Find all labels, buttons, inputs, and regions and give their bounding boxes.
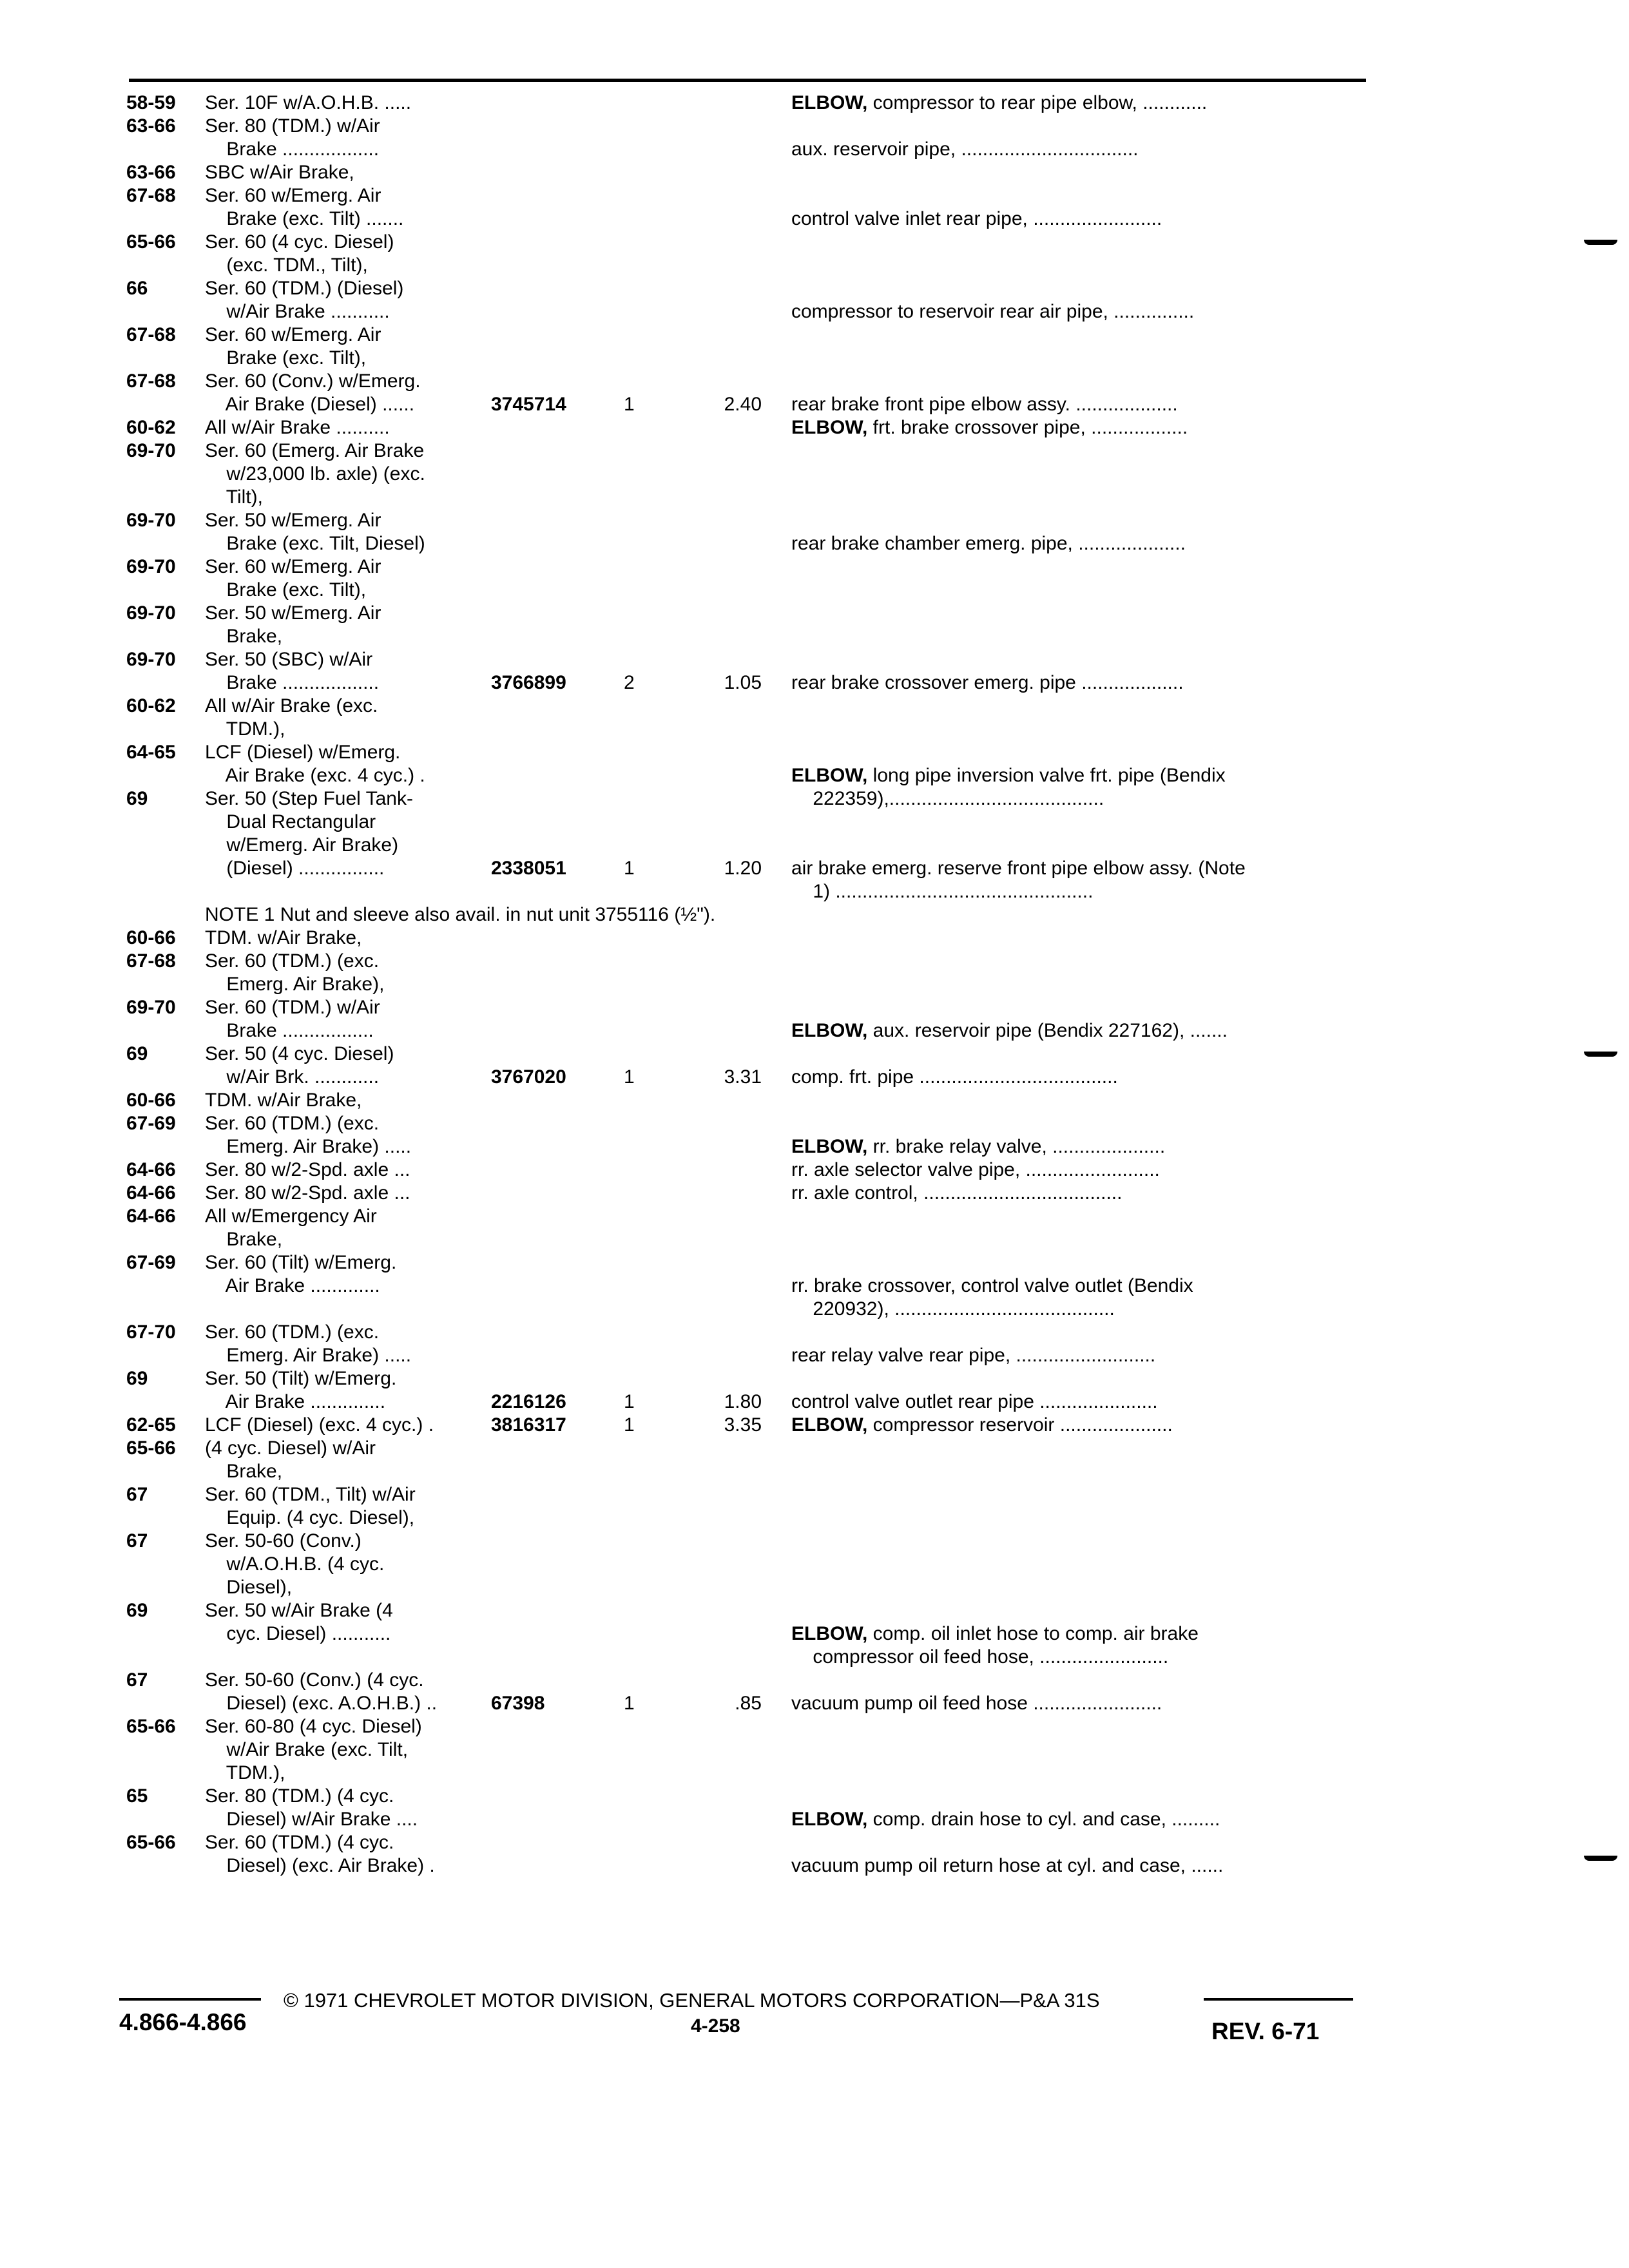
application-text: Dual Rectangular: [205, 811, 376, 832]
quantity: 1: [624, 1391, 635, 1412]
part-description: [791, 1854, 1223, 1878]
description-text: vacuum pump oil feed hose ........................: [791, 1693, 1162, 1714]
application-text: Diesel) (exc. A.O.H.B.) ..: [205, 1693, 438, 1714]
price: 2.40: [724, 394, 762, 415]
application-text: (Diesel) ................: [205, 858, 385, 879]
application-text: Diesel) w/Air Brake ....: [205, 1809, 418, 1830]
description-text: rr. brake crossover, control valve outlet (Bendix: [791, 1275, 1193, 1296]
application-text: Brake (exc. Tilt),: [205, 579, 367, 601]
description-text: rr. axle selector valve pipe, .........................: [791, 1159, 1160, 1180]
application-text: Ser. 60 (TDM.) w/Air: [205, 997, 380, 1018]
application-text: Brake (exc. Tilt) .......: [205, 208, 404, 229]
model-years: 69: [126, 1043, 148, 1064]
price: 1.20: [724, 858, 762, 879]
model-years: 65-66: [126, 1716, 176, 1737]
model-years: 60-62: [126, 695, 176, 716]
application-text: Ser. 60 (Conv.) w/Emerg.: [205, 370, 421, 392]
application-text: TDM.),: [205, 718, 285, 740]
model-years: 67-68: [126, 185, 176, 206]
application-text: Ser. 80 (TDM.) w/Air: [205, 115, 380, 137]
model-years: 64-65: [126, 742, 176, 763]
margin-mark: [1584, 1052, 1617, 1057]
part-description: [791, 207, 1162, 231]
part-number: 2216126: [491, 1391, 566, 1412]
model-years: 64-66: [126, 1182, 176, 1204]
item-name: ELBOW,: [791, 92, 868, 113]
application-text: SBC w/Air Brake,: [205, 162, 354, 183]
part-description: [791, 532, 1186, 555]
part-description: [791, 787, 1104, 811]
model-years: 69-70: [126, 510, 176, 531]
description-text: compressor to rear pipe elbow, ............: [867, 92, 1208, 113]
description-text: rr. brake relay valve, .....................: [867, 1136, 1166, 1157]
application-text: Brake,: [205, 626, 283, 647]
application-text: Brake,: [205, 1229, 283, 1250]
part-description: [791, 880, 1093, 903]
description-text: aux. reservoir pipe, .................................: [791, 139, 1139, 160]
top-rule: [129, 79, 1366, 82]
application-text: Emerg. Air Brake),: [205, 974, 385, 995]
part-description: [791, 1274, 1193, 1298]
model-years: 69-70: [126, 649, 176, 670]
application-text: Brake (exc. Tilt),: [205, 347, 367, 369]
model-years: 60-66: [126, 927, 176, 948]
model-years: 65-66: [126, 231, 176, 253]
application-text: Ser. 60 (TDM., Tilt) w/Air: [205, 1484, 416, 1505]
application-text: Air Brake ..............: [205, 1391, 386, 1412]
part-description: [791, 1019, 1228, 1043]
description-text: comp. oil inlet hose to comp. air brake: [867, 1623, 1199, 1644]
application-text: w/23,000 lb. axle) (exc.: [205, 463, 425, 485]
footer-rule-right: [1204, 1998, 1353, 2001]
part-description: [791, 300, 1194, 323]
application-text: Air Brake (Diesel) ......: [205, 394, 415, 415]
description-text: 220932), .........................................: [791, 1298, 1115, 1320]
price: 1.05: [724, 672, 762, 693]
price: 3.31: [724, 1066, 762, 1088]
application-text: Emerg. Air Brake) .....: [205, 1345, 412, 1366]
part-description: [791, 138, 1139, 161]
application-text: Ser. 50 (4 cyc. Diesel): [205, 1043, 394, 1064]
part-description: [791, 857, 1246, 880]
model-years: 69: [126, 1600, 148, 1621]
margin-mark: [1584, 240, 1617, 245]
part-description: [791, 91, 1207, 115]
application-text: TDM. w/Air Brake,: [205, 927, 362, 948]
quantity: 1: [624, 1414, 635, 1436]
application-text: Brake,: [205, 1461, 283, 1482]
part-description: [791, 416, 1188, 439]
footer-copyright: © 1971 CHEVROLET MOTOR DIVISION, GENERAL MOTORS CORPORATION—P&A 31S: [284, 1989, 1100, 2012]
description-text: control valve inlet rear pipe, ........................: [791, 208, 1162, 229]
part-description: [791, 1808, 1220, 1831]
item-name: ELBOW,: [791, 1020, 868, 1041]
part-description: [791, 764, 1226, 787]
model-years: 67-68: [126, 324, 176, 345]
footer-revision: REV. 6-71: [1211, 2018, 1320, 2044]
footer-page-number: 4-258: [691, 2015, 740, 2037]
item-name: ELBOW,: [791, 1809, 868, 1830]
model-years: 65-66: [126, 1437, 176, 1459]
description-text: long pipe inversion valve frt. pipe (Bendix: [867, 765, 1226, 786]
description-text: rr. axle control, .....................................: [791, 1182, 1123, 1204]
description-text: air brake emerg. reserve front pipe elbow assy. (Note: [791, 858, 1246, 879]
application-text: All w/Air Brake (exc.: [205, 695, 378, 716]
application-text: (exc. TDM., Tilt),: [205, 255, 368, 276]
application-text: NOTE 1 Nut and sleeve also avail. in nut unit 3755116 (½").: [205, 904, 716, 925]
description-text: frt. brake crossover pipe, ..................: [867, 417, 1188, 438]
description-text: compressor to reservoir rear air pipe, ...............: [791, 301, 1195, 322]
description-text: control valve outlet rear pipe ......................: [791, 1391, 1158, 1412]
model-years: 67-68: [126, 370, 176, 392]
application-text: Ser. 80 w/2-Spd. axle ...: [205, 1182, 410, 1204]
model-years: 67-69: [126, 1252, 176, 1273]
description-text: aux. reservoir pipe (Bendix 227162), .......: [867, 1020, 1228, 1041]
part-description: [791, 1414, 1173, 1437]
model-years: 69: [126, 788, 148, 809]
part-description: [791, 1135, 1165, 1158]
part-number: 2338051: [491, 858, 566, 879]
application-text: Brake .................: [205, 1020, 374, 1041]
part-description: [791, 1646, 1168, 1669]
application-text: w/A.O.H.B. (4 cyc.: [205, 1553, 385, 1575]
application-text: Emerg. Air Brake) .....: [205, 1136, 412, 1157]
model-years: 69-70: [126, 556, 176, 577]
application-text: Ser. 60 (TDM.) (exc.: [205, 1113, 380, 1134]
part-number: 3745714: [491, 394, 566, 415]
application-text: TDM.),: [205, 1762, 285, 1783]
description-text: rear brake crossover emerg. pipe ...................: [791, 672, 1184, 693]
application-text: w/Air Brake (exc. Tilt,: [205, 1739, 409, 1760]
application-text: Equip. (4 cyc. Diesel),: [205, 1507, 415, 1528]
model-years: 64-66: [126, 1159, 176, 1180]
model-years: 66: [126, 278, 148, 299]
application-text: Ser. 60 w/Emerg. Air: [205, 185, 381, 206]
quantity: 2: [624, 672, 635, 693]
application-text: Brake ..................: [205, 672, 380, 693]
application-text: Ser. 10F w/A.O.H.B. .....: [205, 92, 412, 113]
application-text: Ser. 50 w/Emerg. Air: [205, 602, 381, 624]
part-description: [791, 393, 1178, 416]
application-text: Ser. 50-60 (Conv.): [205, 1530, 361, 1552]
item-name: ELBOW,: [791, 1136, 868, 1157]
application-text: Ser. 60 (TDM.) (exc.: [205, 1321, 380, 1343]
application-text: Ser. 60 (TDM.) (Diesel): [205, 278, 404, 299]
item-name: ELBOW,: [791, 765, 868, 786]
footer-section-number: 4.866-4.866: [119, 2009, 247, 2035]
model-years: 65: [126, 1785, 148, 1807]
model-years: 67: [126, 1484, 148, 1505]
part-description: [791, 1390, 1158, 1414]
application-text: Ser. 60 (Emerg. Air Brake: [205, 440, 425, 461]
model-years: 63-66: [126, 162, 176, 183]
model-years: 62-65: [126, 1414, 176, 1436]
part-description: [791, 671, 1184, 695]
part-number: 67398: [491, 1693, 545, 1714]
application-text: Diesel) (exc. Air Brake) .: [205, 1855, 435, 1876]
application-text: Air Brake (exc. 4 cyc.) .: [205, 765, 425, 786]
part-description: [791, 1622, 1199, 1646]
part-number: 3767020: [491, 1066, 566, 1088]
description-text: comp. drain hose to cyl. and case, .........: [867, 1809, 1220, 1830]
description-text: compressor reservoir .....................: [867, 1414, 1173, 1436]
model-years: 58-59: [126, 92, 176, 113]
quantity: 1: [624, 858, 635, 879]
application-text: Ser. 50 (Step Fuel Tank-: [205, 788, 413, 809]
item-name: ELBOW,: [791, 417, 868, 438]
price: 3.35: [724, 1414, 762, 1436]
quantity: 1: [624, 1066, 635, 1088]
price: 1.80: [724, 1391, 762, 1412]
model-years: 69: [126, 1368, 148, 1389]
description-text: compressor oil feed hose, ........................: [791, 1646, 1169, 1667]
part-description: [791, 1182, 1122, 1205]
description-text: 1) ................................................: [791, 881, 1094, 902]
part-description: [791, 1298, 1115, 1321]
application-text: Ser. 60 (TDM.) (4 cyc.: [205, 1832, 394, 1853]
application-text: Diesel),: [205, 1577, 293, 1598]
application-text: All w/Emergency Air: [205, 1206, 377, 1227]
description-text: comp. frt. pipe .....................................: [791, 1066, 1118, 1088]
description-text: rear brake front pipe elbow assy. ...................: [791, 394, 1178, 415]
model-years: 67-70: [126, 1321, 176, 1343]
margin-mark: [1584, 1856, 1617, 1861]
application-text: Ser. 60 (TDM.) (exc.: [205, 950, 380, 972]
model-years: 60-66: [126, 1090, 176, 1111]
price: .85: [735, 1693, 762, 1714]
application-text: Ser. 50 w/Emerg. Air: [205, 510, 381, 531]
part-description: [791, 1692, 1162, 1715]
model-years: 65-66: [126, 1832, 176, 1853]
model-years: 64-66: [126, 1206, 176, 1227]
application-text: Ser. 50-60 (Conv.) (4 cyc.: [205, 1669, 424, 1691]
application-text: w/Air Brake ...........: [205, 301, 390, 322]
application-text: (4 cyc. Diesel) w/Air: [205, 1437, 376, 1459]
part-description: [791, 1066, 1118, 1089]
application-text: Ser. 80 (TDM.) (4 cyc.: [205, 1785, 394, 1807]
application-text: Brake (exc. Tilt, Diesel): [205, 533, 425, 554]
application-text: Ser. 50 w/Air Brake (4: [205, 1600, 393, 1621]
item-name: ELBOW,: [791, 1414, 868, 1436]
part-number: 3816317: [491, 1414, 566, 1436]
application-text: Ser. 60 (4 cyc. Diesel): [205, 231, 394, 253]
application-text: All w/Air Brake ..........: [205, 417, 390, 438]
application-text: Ser. 60-80 (4 cyc. Diesel): [205, 1716, 422, 1737]
model-years: 67: [126, 1530, 148, 1552]
part-number: 3766899: [491, 672, 566, 693]
application-text: LCF (Diesel) (exc. 4 cyc.) .: [205, 1414, 434, 1436]
quantity: 1: [624, 1693, 635, 1714]
application-text: TDM. w/Air Brake,: [205, 1090, 362, 1111]
quantity: 1: [624, 394, 635, 415]
model-years: 67-68: [126, 950, 176, 972]
part-description: [791, 1344, 1155, 1367]
model-years: 67-69: [126, 1113, 176, 1134]
description-text: vacuum pump oil return hose at cyl. and case, ......: [791, 1855, 1224, 1876]
application-text: Ser. 60 w/Emerg. Air: [205, 556, 381, 577]
application-text: w/Air Brk. ............: [205, 1066, 380, 1088]
application-text: w/Emerg. Air Brake): [205, 834, 399, 856]
application-text: Ser. 50 (Tilt) w/Emerg.: [205, 1368, 397, 1389]
model-years: 60-62: [126, 417, 176, 438]
application-text: Ser. 60 w/Emerg. Air: [205, 324, 381, 345]
application-text: LCF (Diesel) w/Emerg.: [205, 742, 401, 763]
application-text: Tilt),: [205, 486, 263, 508]
application-text: cyc. Diesel) ...........: [205, 1623, 391, 1644]
application-text: Ser. 50 (SBC) w/Air: [205, 649, 373, 670]
model-years: 69-70: [126, 440, 176, 461]
application-text: Brake ..................: [205, 139, 380, 160]
application-text: Ser. 60 (Tilt) w/Emerg.: [205, 1252, 397, 1273]
description-text: rear relay valve rear pipe, ..........................: [791, 1345, 1156, 1366]
model-years: 69-70: [126, 997, 176, 1018]
model-years: 67: [126, 1669, 148, 1691]
application-text: Air Brake .............: [205, 1275, 380, 1296]
description-text: 222359),........................................: [791, 788, 1104, 809]
model-years: 63-66: [126, 115, 176, 137]
model-years: 69-70: [126, 602, 176, 624]
part-description: [791, 1158, 1160, 1182]
item-name: ELBOW,: [791, 1623, 868, 1644]
description-text: rear brake chamber emerg. pipe, ....................: [791, 533, 1186, 554]
footer-rule-left: [119, 1998, 261, 2001]
application-text: Ser. 80 w/2-Spd. axle ...: [205, 1159, 410, 1180]
